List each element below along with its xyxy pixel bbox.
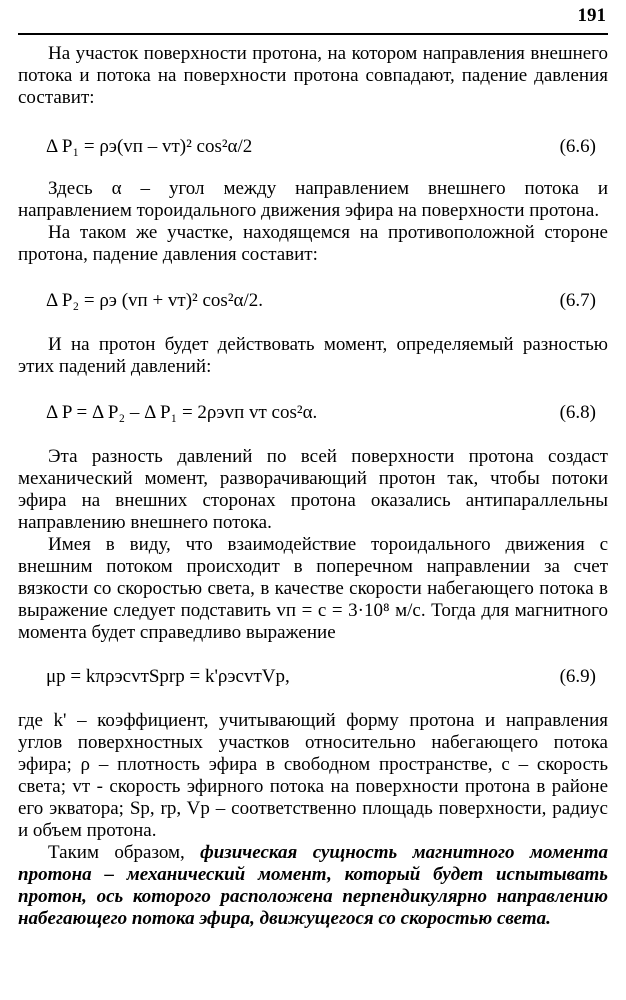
paragraph-2: Здесь α – угол между направлением внешнего потока и направлением тороидального движения эфира на поверхности протона. [18, 178, 608, 221]
equation-formula: Δ P₂ = ρэ (vп + vт)² cos²α/2. [46, 290, 264, 311]
paragraph-5: Эта разность давлений по всей поверхности протона создаст механический момент, разворачивающий протон так, чтобы потоки эфира на внешних сторонах протона оказались антипараллельны направлению внешнего потока. [18, 446, 608, 533]
equation-number: (6.7) [559, 290, 596, 311]
equation-formula: Δ P₁ = ρэ(vп – vт)² cos²α/2 [46, 136, 253, 157]
paragraph-6: Имея в виду, что взаимодействие тороидального движения с внешним потоком происходит в поперечном направлении за счет вязкости со скоростью света, в качестве скорости набегающего потока в выражение следует подставить vп = c = 3·10⁸ м/с. Тогда для магнитного момента будет справедливо выражение [18, 534, 608, 643]
conclusion-bold: физическая сущность магнитного момента протона – механический момент, который будет испытывать протон, ось которого расположена перпендикулярно направлению набегающего потока эфира, движущегося со скоростью света. [18, 842, 608, 929]
page-number: 191 [577, 5, 606, 26]
paragraph-3: На таком же участке, находящемся на противоположной стороне протона, падение давления составит: [18, 222, 608, 265]
paragraph-4: И на протон будет действовать момент, определяемый разностью этих падений давлений: [18, 334, 608, 377]
equation-formula: μp = kπρэcvтSprp = k'ρэcvтVp, [46, 666, 290, 687]
paragraph-8 [18, 842, 608, 930]
equation-number: (6.9) [559, 666, 596, 687]
paragraph-7: где k' – коэффициент, учитывающий форму протона и направления углов поверхностных участков относительно набегающего потока эфира; ρ – плотность эфира в свободном пространстве, c – скорость света; vт - скорость эфирного потока на поверхности протона в районе его экватора; Sp, rp, Vp – соответственно площадь поверхности, радиус и объем протона. [18, 710, 608, 841]
equation-number: (6.8) [559, 402, 596, 423]
equation-6-9 [46, 666, 596, 688]
equation-6-6 [46, 136, 596, 158]
header-rule [18, 33, 608, 35]
paragraph-1: На участок поверхности протона, на котором направления внешнего потока и потока на поверхности протона совпадают, падение давления составит: [18, 43, 608, 108]
equation-6-7 [46, 290, 596, 312]
equation-formula: Δ P = Δ P₂ – Δ P₁ = 2ρэvп vт cos²α. [46, 402, 318, 423]
conclusion-lead: Таким образом, [48, 842, 201, 863]
equation-6-8 [46, 402, 596, 424]
equation-number: (6.6) [559, 136, 596, 157]
